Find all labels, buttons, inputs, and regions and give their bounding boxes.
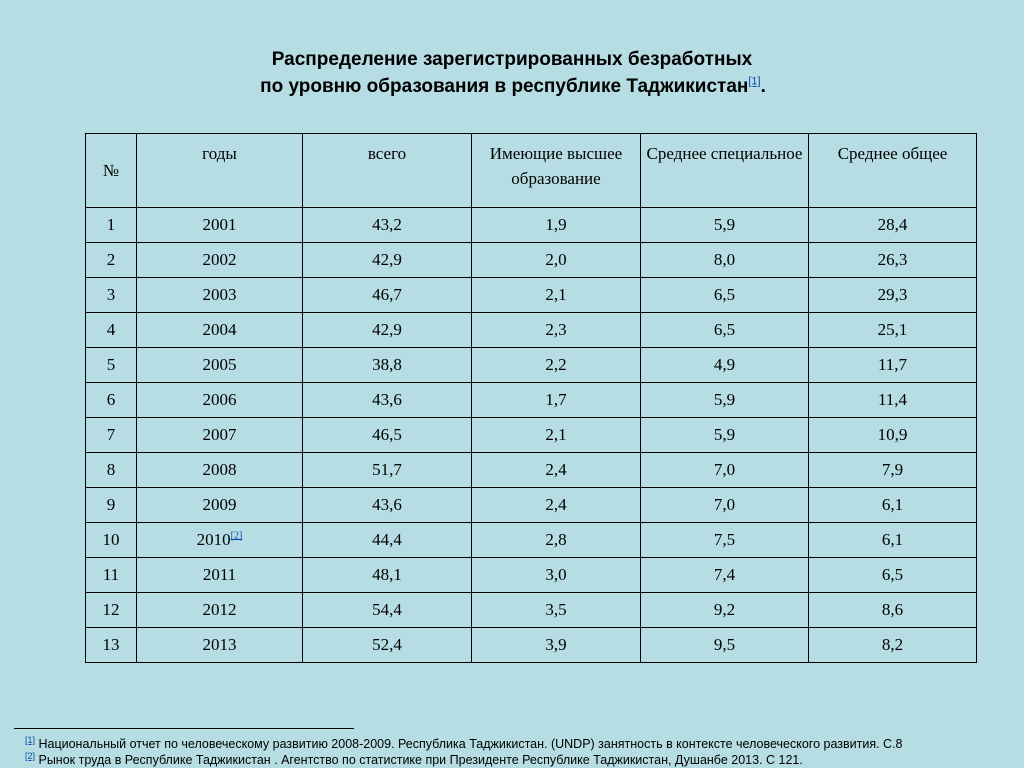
cell-higher-education-value: 1,9 [545,215,567,234]
cell-number [86,348,137,383]
cell-higher-education [472,453,641,488]
cell-secondary-special [641,243,809,278]
cell-number-value: 2 [106,250,116,269]
cell-secondary-special-value: 7,5 [713,530,736,549]
cell-number [86,313,137,348]
cell-secondary-general-value: 8,2 [881,635,904,654]
cell-total [303,453,472,488]
cell-secondary-special [641,383,809,418]
title-footnote-link[interactable]: [1] [748,75,761,88]
cell-total-value: 43,2 [372,215,402,234]
cell-secondary-special-value: 5,9 [713,215,736,234]
cell-secondary-general [809,628,977,663]
table-row [86,523,977,558]
cell-secondary-general-value: 7,9 [881,460,904,479]
cell-secondary-special-value: 4,9 [713,355,736,374]
cell-secondary-special-value: 9,5 [713,635,736,654]
cell-higher-education [472,558,641,593]
cell-total [303,558,472,593]
cell-total-value: 44,4 [372,530,402,549]
cell-higher-education-value: 2,1 [545,285,567,304]
header-total: всего [303,134,472,208]
cell-number-value: 13 [102,635,120,654]
table-row [86,628,977,663]
cell-secondary-special-value: 5,9 [713,390,736,409]
footnote-1-text: Национальный отчет по человеческому развитию 2008-2009. Республика Таджикистан. (UNDP) занятность в контексте человеческого развития. С.8 [35,737,903,751]
cell-number-value: 6 [106,390,116,409]
table-header-row [86,134,977,208]
cell-number [86,243,137,278]
cell-secondary-general-value: 11,7 [877,355,908,374]
cell-number-value: 12 [102,600,120,619]
cell-secondary-special-value: 7,0 [713,460,736,479]
cell-year [137,208,303,243]
cell-secondary-general [809,418,977,453]
cell-secondary-general-value: 29,3 [877,285,908,304]
cell-secondary-general-value: 6,1 [881,495,904,514]
cell-higher-education-value: 2,0 [545,250,567,269]
cell-secondary-special [641,453,809,488]
cell-year-value: 2003 [202,285,237,304]
cell-total-value: 46,7 [372,285,402,304]
table-row [86,593,977,628]
cell-secondary-general [809,558,977,593]
cell-year [137,628,303,663]
cell-secondary-general [809,453,977,488]
cell-total [303,488,472,523]
cell-year [137,383,303,418]
cell-secondary-special [641,278,809,313]
cell-secondary-special [641,628,809,663]
cell-year-value: 2012 [202,600,237,619]
cell-secondary-special [641,593,809,628]
footnote-1-mark[interactable]: [1] [25,736,36,745]
footnote-2 [25,752,1024,768]
cell-secondary-special-value: 8,0 [713,250,736,269]
cell-secondary-special [641,208,809,243]
cell-secondary-special-value: 7,0 [713,495,736,514]
cell-secondary-general [809,208,977,243]
cell-higher-education [472,278,641,313]
footnote-1 [25,736,1024,752]
cell-year [137,558,303,593]
cell-higher-education [472,593,641,628]
cell-number [86,628,137,663]
cell-higher-education [472,243,641,278]
cell-total-value: 46,5 [372,425,402,444]
cell-secondary-special [641,488,809,523]
cell-number [86,208,137,243]
cell-higher-education-value: 2,8 [545,530,567,549]
cell-number [86,558,137,593]
cell-total-value: 42,9 [372,320,402,339]
cell-higher-education-value: 1,7 [545,390,567,409]
cell-secondary-general [809,593,977,628]
cell-secondary-general-value: 8,6 [881,600,904,619]
cell-year-value: 2009 [202,495,237,514]
cell-secondary-special-value: 7,4 [713,565,736,584]
cell-secondary-special [641,523,809,558]
cell-total-value: 43,6 [372,495,402,514]
header-secondary-special: Среднее специальное [641,134,809,208]
table-row [86,558,977,593]
cell-secondary-special [641,558,809,593]
cell-total [303,208,472,243]
cell-secondary-general-value: 6,1 [881,530,904,549]
cell-secondary-general-value: 6,5 [881,565,904,584]
cell-total-value: 43,6 [372,390,402,409]
cell-total [303,593,472,628]
cell-number-value: 7 [106,425,116,444]
header-number: № [86,134,137,208]
header-higher-education: Имеющие высшее образование [472,134,641,208]
cell-total-value: 42,9 [372,250,402,269]
cell-secondary-general-value: 10,9 [877,425,908,444]
cell-year [137,523,303,558]
cell-year-value: 2006 [202,390,237,409]
cell-total [303,313,472,348]
unemployment-table [85,133,977,663]
cell-number-value: 3 [106,285,116,304]
cell-secondary-general-value: 28,4 [877,215,908,234]
cell-higher-education [472,313,641,348]
footnote-2-mark[interactable]: [2] [25,750,36,761]
cell-number [86,383,137,418]
cell-higher-education-value: 3,5 [545,600,567,619]
cell-higher-education [472,523,641,558]
year-footnote-link[interactable]: [2] [230,530,243,542]
cell-year-value: 2001 [202,215,237,234]
cell-total [303,418,472,453]
cell-total [303,628,472,663]
cell-secondary-special-value: 9,2 [713,600,736,619]
cell-number [86,418,137,453]
cell-higher-education [472,628,641,663]
table-row [86,278,977,313]
table-row [86,348,977,383]
cell-higher-education [472,383,641,418]
cell-year-value: 2005 [202,355,237,374]
cell-total [303,278,472,313]
cell-secondary-special-value: 6,5 [713,285,736,304]
cell-number-value: 11 [102,565,120,584]
cell-higher-education [472,488,641,523]
cell-secondary-general-value: 11,4 [877,390,908,409]
cell-higher-education-value: 2,1 [545,425,567,444]
cell-total [303,243,472,278]
cell-higher-education-value: 3,9 [545,635,567,654]
cell-number [86,278,137,313]
cell-secondary-special-value: 6,5 [713,320,736,339]
footnotes [25,736,1024,768]
cell-secondary-general [809,523,977,558]
cell-secondary-special [641,418,809,453]
cell-higher-education-value: 2,3 [545,320,567,339]
cell-higher-education [472,208,641,243]
cell-higher-education-value: 2,4 [545,460,567,479]
cell-number-value: 10 [102,530,120,549]
cell-year [137,593,303,628]
cell-secondary-general [809,278,977,313]
page-title [0,46,1024,100]
cell-year-value: 2010 [196,530,231,549]
table-row [86,313,977,348]
cell-number-value: 5 [106,355,116,374]
header-years: годы [137,134,303,208]
title-line-2-text: по уровню образования в республике Таджикистан [260,76,749,97]
table-row [86,383,977,418]
cell-year [137,418,303,453]
cell-number [86,523,137,558]
cell-total [303,383,472,418]
title-line-1: Распределение зарегистрированных безработных [271,49,753,70]
title-line-2 [0,73,1024,100]
cell-secondary-general [809,243,977,278]
cell-year [137,278,303,313]
header-secondary-general: Среднее общее [809,134,977,208]
cell-secondary-general [809,488,977,523]
cell-total-value: 52,4 [372,635,402,654]
table-row [86,453,977,488]
cell-number-value: 4 [106,320,116,339]
table-row [86,418,977,453]
cell-total-value: 54,4 [372,600,402,619]
cell-higher-education-value: 2,2 [545,355,567,374]
cell-secondary-general [809,348,977,383]
cell-number-value: 8 [106,460,116,479]
cell-year [137,453,303,488]
footnote-divider [14,728,354,729]
cell-total [303,523,472,558]
cell-higher-education [472,418,641,453]
cell-secondary-general-value: 25,1 [877,320,908,339]
cell-total [303,348,472,383]
table-row [86,208,977,243]
cell-year [137,348,303,383]
cell-year-value: 2007 [202,425,237,444]
cell-year-value: 2002 [202,250,237,269]
title-period: . [760,76,766,97]
cell-higher-education-value: 2,4 [545,495,567,514]
footnote-2-text: Рынок труда в Республике Таджикистан . Агентство по статистике при Президенте Республике Таджикистан, Душанбе 2013. С 121. [35,753,803,767]
table-row [86,488,977,523]
cell-number [86,488,137,523]
cell-secondary-general [809,313,977,348]
cell-total-value: 51,7 [372,460,402,479]
cell-number [86,453,137,488]
cell-number-value: 1 [106,215,116,234]
cell-secondary-special-value: 5,9 [713,425,736,444]
cell-total-value: 48,1 [372,565,402,584]
cell-number-value: 9 [106,495,116,514]
cell-year-value: 2013 [202,635,237,654]
cell-year-value: 2008 [202,460,237,479]
table-row [86,243,977,278]
cell-year [137,243,303,278]
cell-total-value: 38,8 [372,355,402,374]
cell-year [137,313,303,348]
cell-higher-education-value: 3,0 [545,565,567,584]
cell-secondary-general [809,383,977,418]
cell-secondary-special [641,348,809,383]
cell-number [86,593,137,628]
cell-year-value: 2011 [202,565,237,584]
cell-year [137,488,303,523]
cell-year-value: 2004 [202,320,237,339]
cell-higher-education [472,348,641,383]
cell-secondary-special [641,313,809,348]
cell-secondary-general-value: 26,3 [877,250,908,269]
